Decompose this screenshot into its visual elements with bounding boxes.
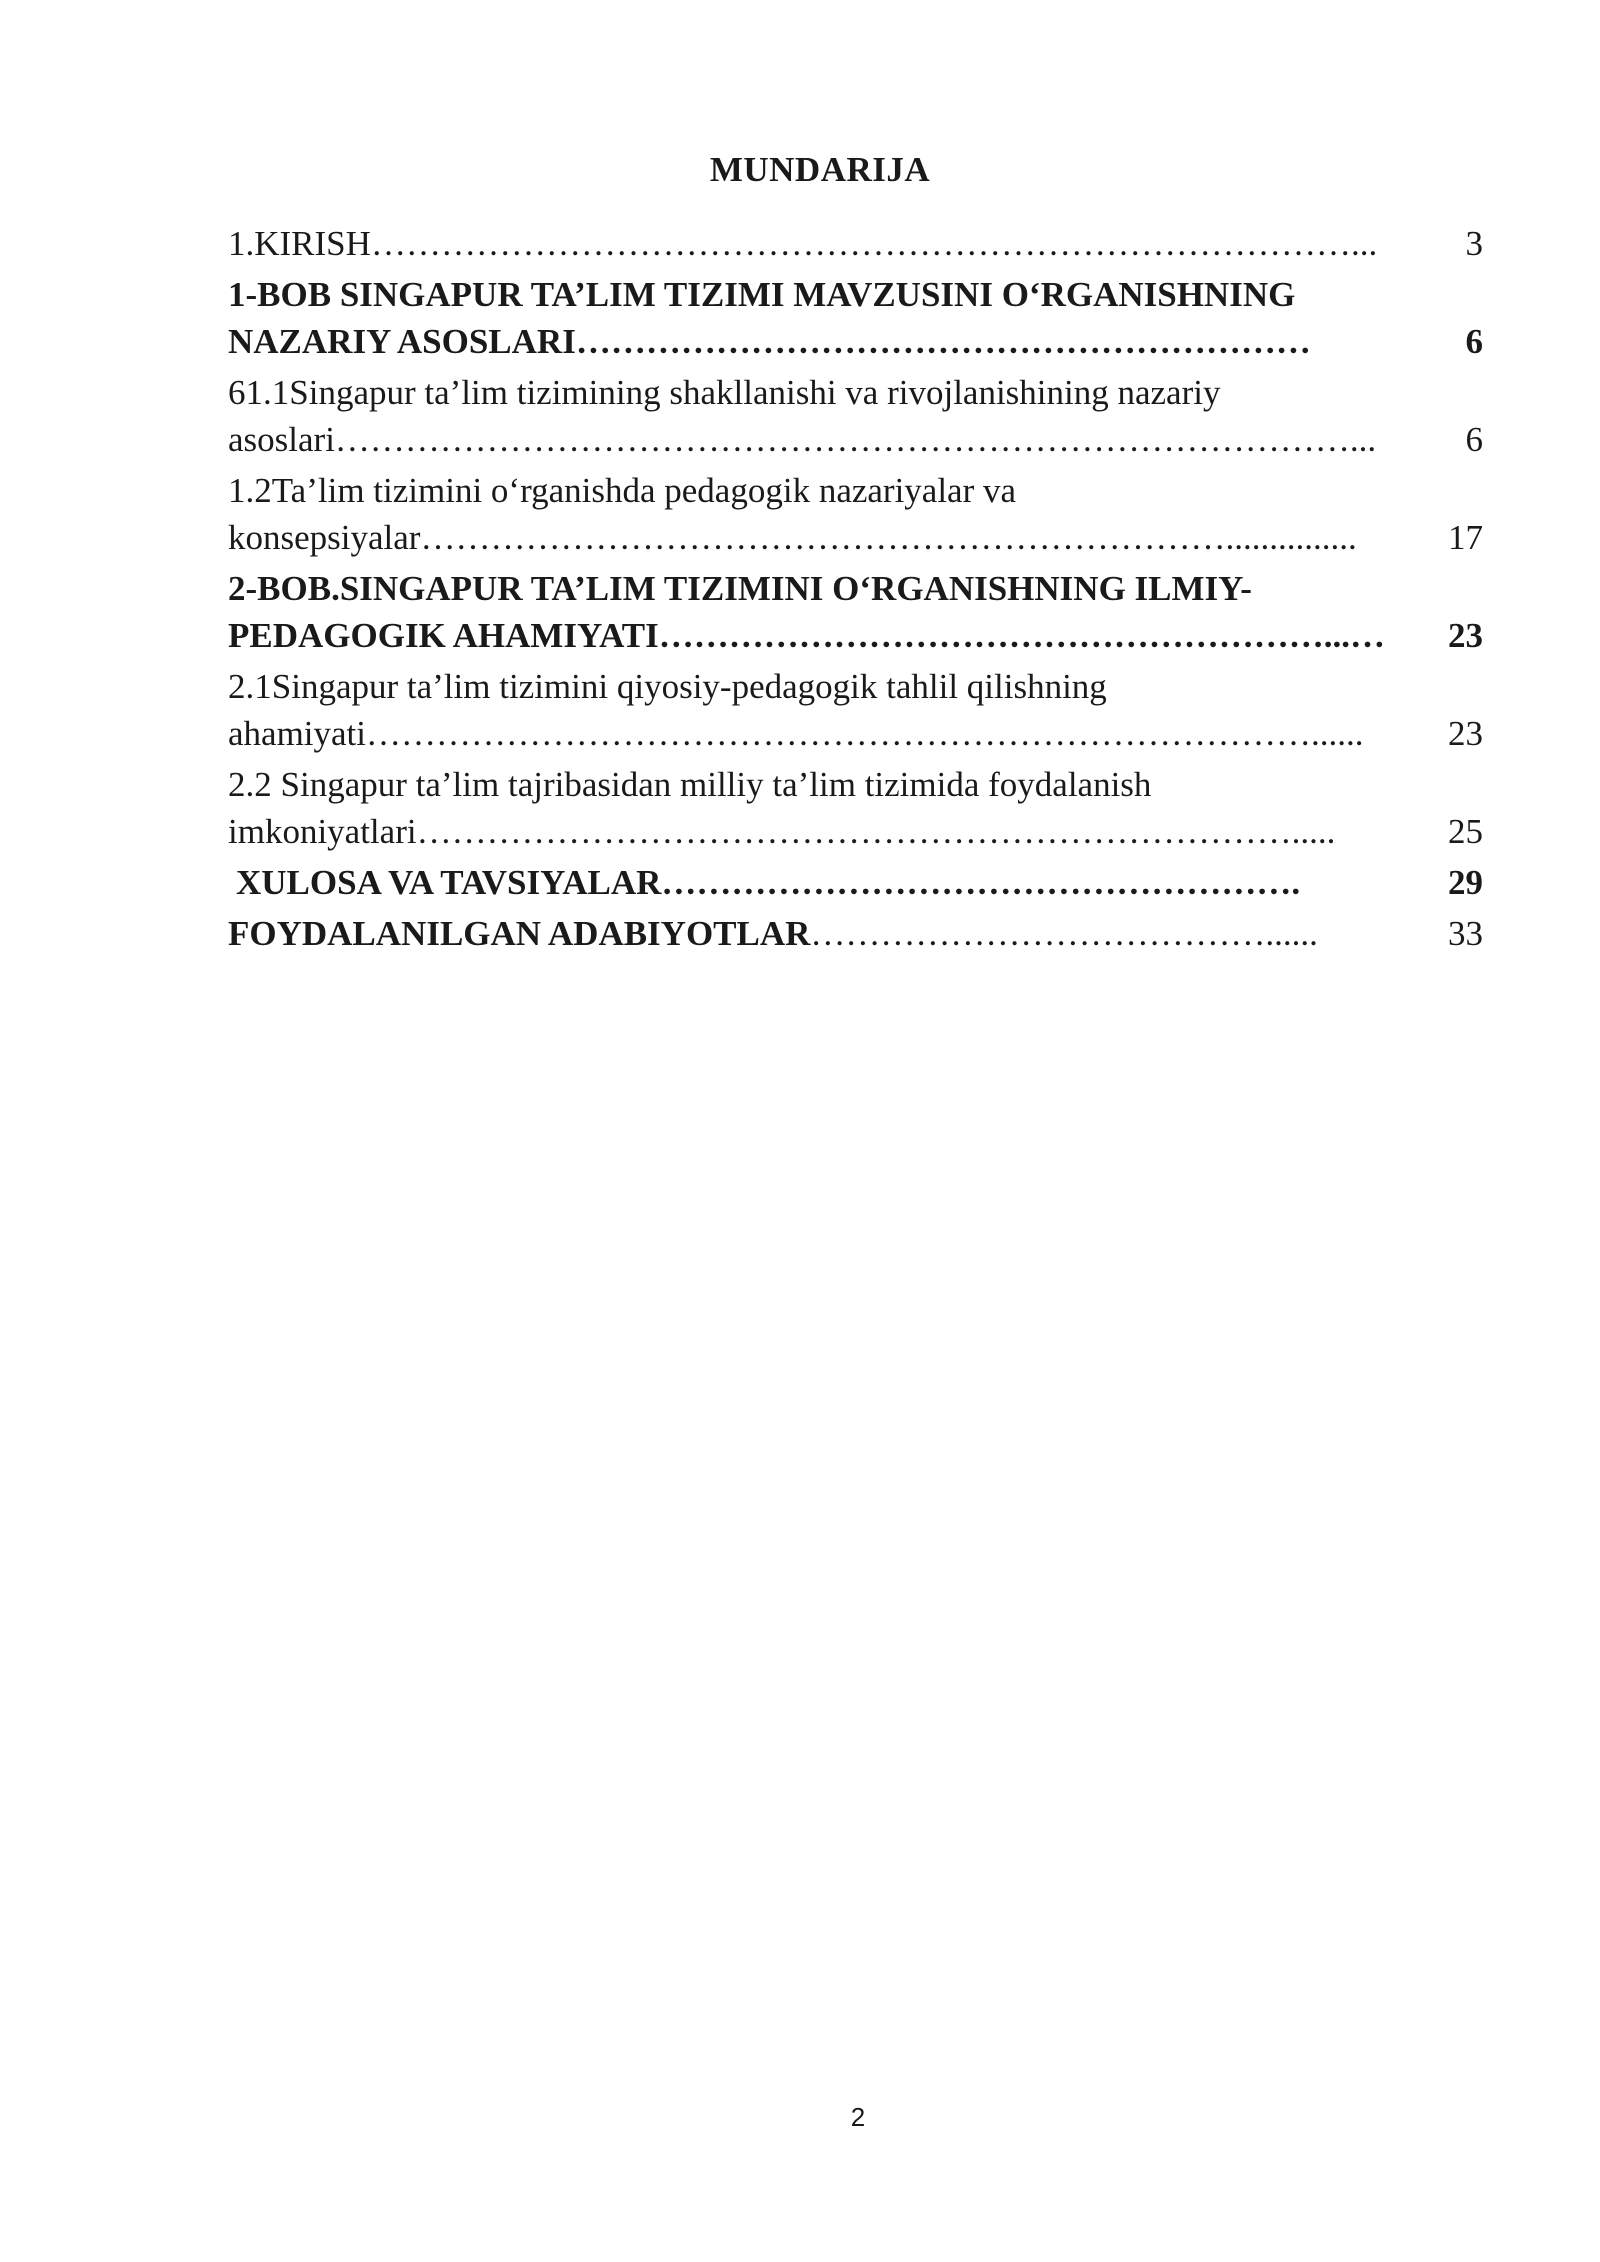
toc-entry (228, 859, 1483, 906)
toc-leader-dots: ………………………………………………………………………...... (366, 714, 1364, 753)
page-number: 2 (850, 2102, 866, 2132)
toc-leader-dots: ……………………………………………………………............... (420, 518, 1357, 557)
toc-entry-line (228, 910, 1483, 957)
toc-entry-text: imkoniyatlari (228, 812, 417, 851)
toc-entry-text: ahamiyati (228, 714, 367, 753)
toc-entry-text: NAZARIY ASOSLARI (228, 322, 576, 361)
toc-entry-text: konsepsiyalar (228, 518, 421, 557)
toc-page-number: 23 (1448, 714, 1483, 753)
toc-entry-line (228, 710, 1483, 757)
toc-entry-text: PEDAGOGIK AHAMIYATI (228, 616, 659, 655)
toc-entry (228, 663, 1483, 757)
toc-page-number: 25 (1448, 812, 1483, 851)
toc-entry-text: 2-BOB.SINGAPUR TA’LIM TIZIMINI O‘RGANISHNING ILMIY- (228, 569, 1252, 608)
toc-leader-dots: ………………………………………………. (661, 863, 1301, 902)
toc-entry-text: 2.1Singapur ta’lim tizimini qiyosiy-pedagogik tahlil qilishning (228, 667, 1107, 706)
toc-leader-dots: …………………………………………………………………..... (416, 812, 1336, 851)
toc-page-number: 6 (1465, 420, 1483, 459)
toc-page-number: 33 (1448, 914, 1483, 953)
toc-title: MUNDARIJA (709, 150, 931, 189)
toc-leader-dots: …………………………………………………...… (658, 616, 1385, 655)
toc-page-number: 6 (1465, 322, 1483, 361)
toc-entry (228, 369, 1483, 463)
toc-page-number: 23 (1448, 616, 1483, 655)
toc-entry-line (228, 318, 1483, 365)
toc-entry-line (228, 220, 1483, 267)
toc-page-number: 3 (1465, 224, 1483, 263)
toc-entry-line (228, 612, 1483, 659)
toc-page-number: 17 (1448, 518, 1483, 557)
toc-entry-line (228, 416, 1483, 463)
toc-entry-text: XULOSA VA TAVSIYALAR (236, 863, 662, 902)
toc-entry (228, 761, 1483, 855)
toc-leader-dots: …………………………………………………………………………... (370, 224, 1378, 263)
toc-page-number: 29 (1448, 863, 1483, 902)
toc-entry-text: 61.1Singapur ta’lim tizimining shakllanishi va rivojlanishining nazariy (228, 373, 1221, 412)
toc-entry-text: FOYDALANILGAN ADABIYOTLAR (228, 914, 811, 953)
toc-entry (228, 467, 1483, 561)
toc-entry-text: 1.2Ta’lim tizimini o‘rganishda pedagogik nazariyalar va (228, 471, 1017, 510)
toc-entry-text: 2.2 Singapur ta’lim tajribasidan milliy ta’lim tizimida foydalanish (228, 765, 1152, 804)
toc-leader-dots: ……………………………………………………………………………... (334, 420, 1377, 459)
toc-entry (228, 220, 1483, 267)
toc-leader-dots: …………………………………...... (810, 914, 1318, 953)
toc-entry (228, 565, 1483, 659)
toc-entry-text: asoslari (228, 420, 335, 459)
toc-entry-line (228, 514, 1483, 561)
toc-entry-line (228, 859, 1483, 906)
toc-leader-dots: ……………………………………………………… (575, 322, 1311, 361)
toc-entry (228, 910, 1483, 957)
toc-entry-text: 1-BOB SINGAPUR TA’LIM TIZIMI MAVZUSINI O‘RGANISHNING (228, 275, 1296, 314)
table-of-contents (228, 220, 1483, 961)
toc-entry-text: 1.KIRISH (228, 224, 371, 263)
toc-entry-line (228, 808, 1483, 855)
toc-entry (228, 271, 1483, 365)
